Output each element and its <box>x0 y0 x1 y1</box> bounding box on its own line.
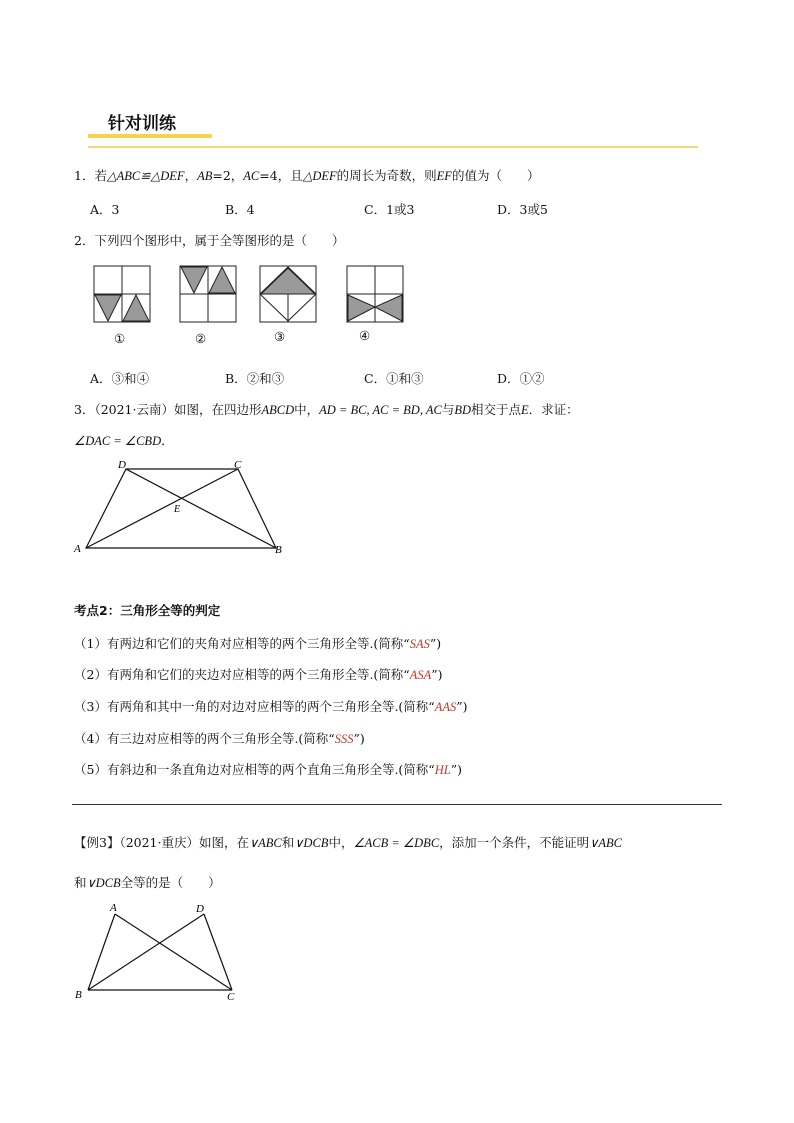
rule-5: （5）有斜边和一条直角边对应相等的两个直角三角形全等.(简称“HL”) <box>74 762 462 777</box>
q1-option-b: B．4 <box>225 202 255 217</box>
point-label-d: D <box>118 459 126 471</box>
example-3-text: 【例3】（2021·重庆）如图，在∨ABC和∨DCB中，∠ACB = ∠DBC，添加一个条件，不能证明∨ABC <box>74 835 622 850</box>
rule-4: （4）有三边对应相等的两个三角形全等.(简称“SSS”) <box>74 731 365 746</box>
heading-accent-bar <box>88 134 212 138</box>
rule-2: （2）有两角和它们的夹边对应相等的两个三角形全等.(简称“ASA”) <box>74 667 443 682</box>
section-title: 针对训练 <box>108 114 176 134</box>
point-label-e: E <box>174 504 181 515</box>
example-3-diagram <box>70 898 250 1008</box>
kaodian-title: 考点2：三角形全等的判定 <box>74 603 221 618</box>
heading-underline <box>88 146 698 148</box>
point-label-c: C <box>227 991 235 1003</box>
question-1-text: 1．若△ABC≌△DEF，AB=2，AC=4，且△DEF的周长为奇数，则EF的值为（ ） <box>74 168 540 183</box>
question-2-text: 2．下列四个图形中，属于全等图形的是（ ） <box>74 233 345 248</box>
section-divider <box>72 804 722 805</box>
q2-option-b: B．②和③ <box>225 371 285 386</box>
rule-1: （1）有两边和它们的夹角对应相等的两个三角形全等.(简称“SAS”) <box>74 636 442 651</box>
figure-3 <box>260 266 316 322</box>
q2-option-d: D．①② <box>497 371 545 386</box>
q3-quadrilateral-diagram <box>70 456 300 556</box>
figure-4 <box>347 266 403 322</box>
figure-4-label: ④ <box>359 328 371 343</box>
rule-3: （3）有两角和其中一角的对边对应相等的两个三角形全等.(简称“AAS”) <box>74 699 468 714</box>
figure-2-label: ② <box>195 331 207 346</box>
point-label-d: D <box>196 903 204 915</box>
point-label-a: A <box>74 543 81 555</box>
figure-1-label: ① <box>114 331 126 346</box>
q1-option-a: A．3 <box>90 202 120 217</box>
point-label-b: B <box>75 989 82 1001</box>
figure-1 <box>94 266 150 322</box>
q1-option-d: D．3或5 <box>497 202 548 217</box>
q1-option-c: C．1或3 <box>364 202 415 217</box>
point-label-c: C <box>234 459 242 471</box>
point-label-b: B <box>275 544 282 556</box>
figure-3-label: ③ <box>274 329 286 344</box>
point-label-a: A <box>110 902 117 914</box>
example-3-text-line2: 和∨DCB全等的是（ ） <box>74 875 221 890</box>
figure-2 <box>180 266 236 322</box>
q2-option-c: C．①和③ <box>364 371 424 386</box>
q2-option-a: A．③和④ <box>90 371 150 386</box>
question-3-goal: ∠DAC = ∠CBD． <box>74 433 174 448</box>
question-3-text: 3．（2021·云南）如图，在四边形ABCD中，AD = BC, AC = BD, AC与BD相交于点E．求证： <box>74 402 579 417</box>
